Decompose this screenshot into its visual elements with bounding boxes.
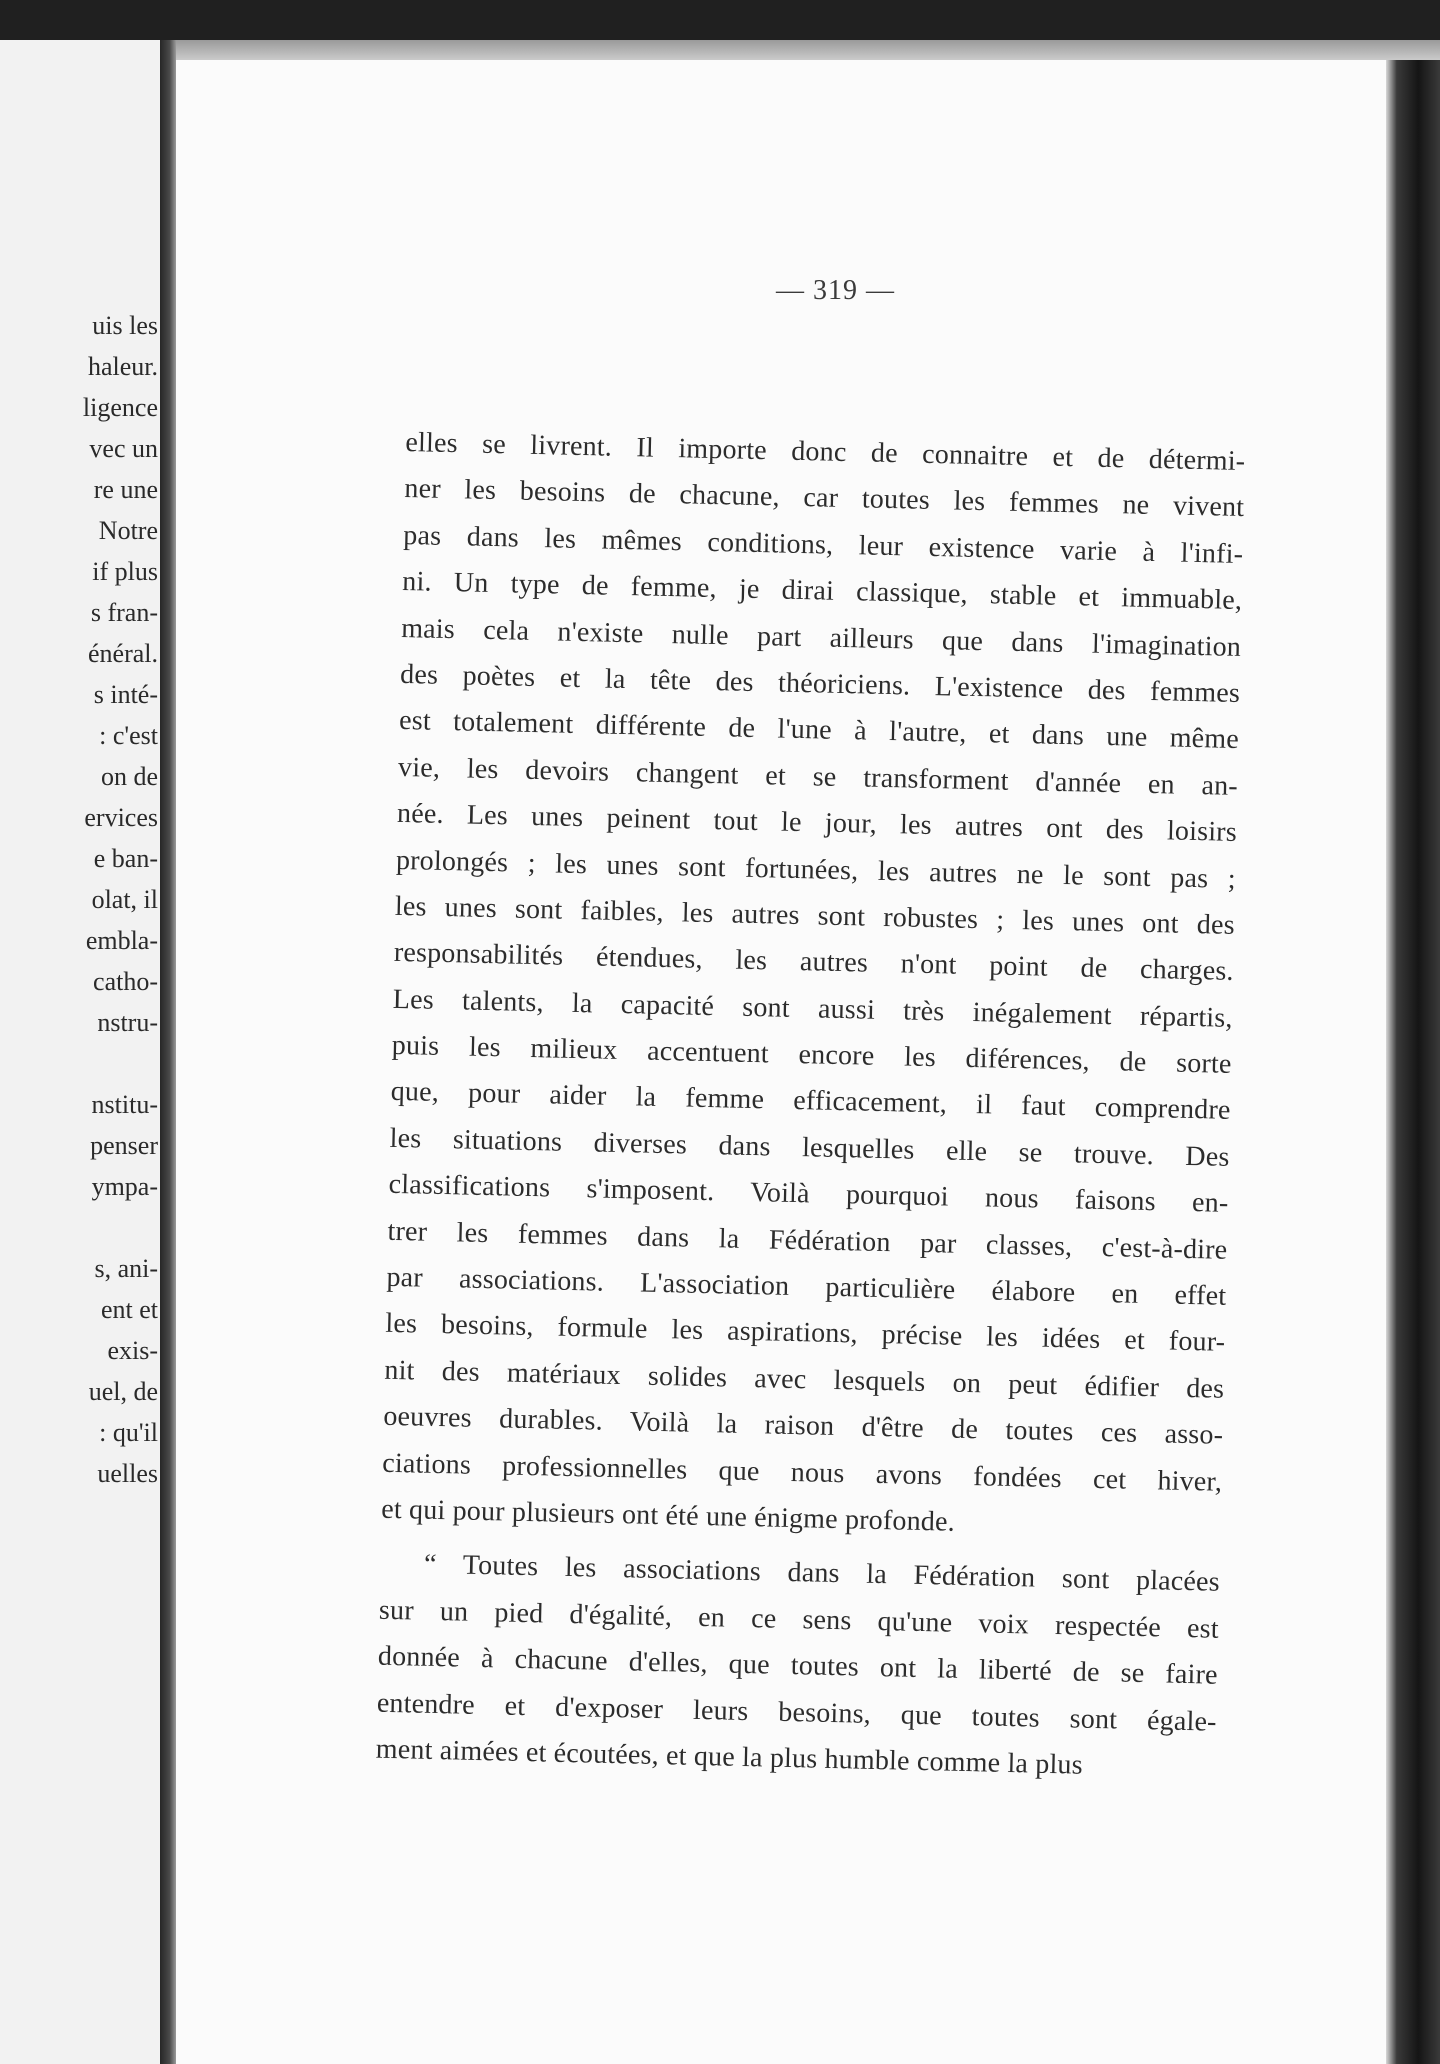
left-page-line: ympa- [91,1172,158,1201]
left-page-line: e ban- [93,844,158,873]
text-line: classifications s'imposent. Voilà pourquoi nous faisons en- [388,1169,1229,1220]
text-line: donnée à chacune d'elles, que toutes ont la liberté de se faire [377,1640,1219,1691]
text-line: ner les besoins de chacune, car toutes les femmes ne vivent [404,473,1245,524]
text-line: les unes sont faibles, les autres sont robustes ; les unes ont des [394,890,1236,941]
page-edge-shadow [1386,60,1440,2064]
text-line: née. Les unes peinent tout le jour, les autres ont des loisirs [396,798,1238,849]
text-line: vie, les devoirs changent et se transforment d'année en an- [397,751,1239,802]
text-line: ciations professionnelles que nous avons fondées cet hiver, [381,1447,1223,1498]
left-page-line: exis- [107,1336,158,1365]
text-line: sur un pied d'égalité, en ce sens qu'une voix respectée est [378,1594,1220,1645]
text-line: prolongés ; les unes sont fortunées, les autres ne le sont pas ; [395,844,1237,895]
left-page-line: embla- [85,926,158,955]
left-page-line: if plus [92,557,158,586]
page-number: — 319 — [776,275,895,306]
left-page-line: s inté- [93,680,158,709]
left-page-line: nstitu- [91,1090,158,1119]
left-page-line: ligence [82,393,158,422]
left-page-line: uel, de [88,1377,158,1406]
left-page-line: on de [100,762,158,791]
text-line: ni. Un type de femme, je dirai classique, stable et immuable, [401,566,1243,617]
left-page-line: : c'est [99,721,158,750]
text-line: des poètes et la tête des théoriciens. L'existence des femmes [399,658,1241,709]
left-page-line: haleur. [87,352,158,381]
text-line: responsabilités étendues, les autres n'ont point de charges. [393,937,1235,988]
left-page-line: ervices [84,803,158,832]
text-line: puis les milieux accentuent encore les diférences, de sorte [391,1029,1232,1080]
left-page-line: catho- [93,967,158,996]
text-line: est totalement différente de l'une à l'autre, et dans une même [398,705,1240,756]
book-gutter [160,40,176,2064]
left-page-line: : qu'il [99,1418,158,1447]
left-page-line: énéral. [87,639,158,668]
text-line: que, pour aider la femme efficacement, il faut comprendre [390,1076,1231,1127]
right-page [176,60,1386,2064]
text-line: oeuvres durables. Voilà la raison d'être de toutes ces asso- [383,1400,1224,1451]
left-page-line: uelles [97,1459,158,1488]
left-page-line: re une [93,475,158,504]
text-line: par associations. L'association particulière élabore en effet [386,1261,1227,1312]
text-line: nit des matériaux solides avec lesquels on peut édifier des [384,1354,1225,1405]
text-line: “ Toutes les associations dans la Fédération sont placées [423,1549,1221,1599]
left-page-line: ent et [100,1295,158,1324]
text-line: les situations diverses dans lesquelles elle se trouve. Des [389,1122,1230,1173]
left-page-line: olat, il [91,885,158,914]
text-line: ment aimées et écoutées, et que la plus humble comme la plus [375,1733,1084,1781]
left-page-line: s fran- [90,598,158,627]
left-page-line: vec un [89,434,158,463]
text-line: trer les femmes dans la Fédération par classes, c'est-à-dire [387,1215,1228,1266]
text-line: mais cela n'existe nulle part ailleurs que dans l'imagination [400,612,1242,663]
scan-top-edge [0,0,1440,40]
text-line: Les talents, la capacité sont aussi très inégalement répartis, [392,983,1233,1034]
text-line: elles se livrent. Il importe donc de connaitre et de détermi- [405,426,1246,478]
left-page-line: Notre [98,516,158,545]
left-page-line: penser [90,1131,158,1160]
left-page-line: nstru- [97,1008,158,1037]
text-line: les besoins, formule les aspirations, précise les idées et four- [385,1308,1226,1359]
text-line: et qui pour plusieurs ont été une énigme profonde. [380,1493,956,1538]
left-page-line: uis les [92,311,158,340]
body-text [375,420,1245,1792]
left-page-line: s, ani- [94,1254,158,1283]
left-page-fragment [0,40,160,2064]
text-line: pas dans les mêmes conditions, leur existence varie à l'infi- [403,519,1244,570]
text-line: entendre et d'exposer leurs besoins, que toutes sont égale- [376,1687,1218,1738]
